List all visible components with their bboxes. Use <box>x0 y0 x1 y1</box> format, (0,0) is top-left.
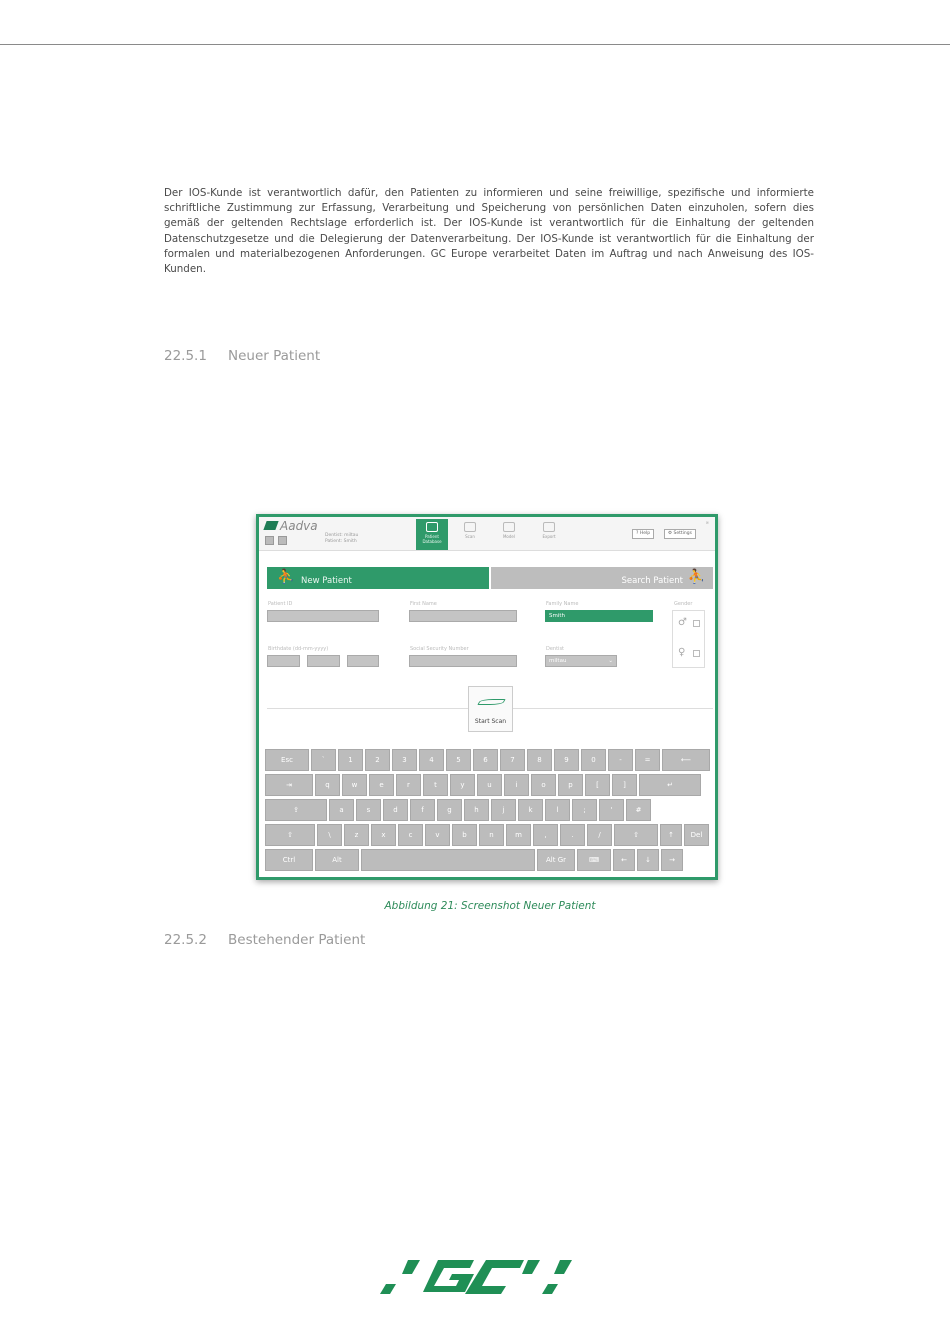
key[interactable]: o <box>531 774 556 796</box>
patient-id-label: Patient ID <box>268 601 293 607</box>
key[interactable]: ] <box>612 774 637 796</box>
scanner-icon <box>477 699 505 705</box>
first-name-label: First Name <box>410 601 437 607</box>
context-info <box>325 533 358 545</box>
key[interactable]: ⟵ <box>662 749 710 771</box>
key[interactable]: ⇧ <box>614 824 658 846</box>
key[interactable]: = <box>635 749 660 771</box>
key[interactable]: h <box>464 799 489 821</box>
key[interactable]: ⌨ <box>577 849 611 871</box>
app-screenshot <box>256 514 718 880</box>
key[interactable]: 5 <box>446 749 471 771</box>
key[interactable]: w <box>342 774 367 796</box>
new-patient-label: New Patient <box>301 576 352 586</box>
gender-label: Gender <box>674 601 693 607</box>
key[interactable]: Esc <box>265 749 309 771</box>
key[interactable]: v <box>425 824 450 846</box>
birth-month-input[interactable] <box>307 655 340 667</box>
key[interactable]: i <box>504 774 529 796</box>
menu-icon[interactable] <box>265 536 274 545</box>
settings-button[interactable]: ⚙ Settings <box>664 529 696 539</box>
key[interactable]: 3 <box>392 749 417 771</box>
tab-scan[interactable]: Scan <box>454 519 486 550</box>
section-title: Neuer Patient <box>228 348 321 364</box>
key[interactable]: 1 <box>338 749 363 771</box>
family-name-label: Family Name <box>546 601 579 607</box>
scanner-icon <box>464 522 476 532</box>
section-heading-new-patient <box>164 348 320 364</box>
key[interactable]: / <box>587 824 612 846</box>
key[interactable]: ` <box>311 749 336 771</box>
key[interactable]: 9 <box>554 749 579 771</box>
model-icon <box>503 522 515 532</box>
app-header <box>259 517 715 551</box>
key[interactable]: \ <box>317 824 342 846</box>
key[interactable]: p <box>558 774 583 796</box>
gender-selector <box>672 610 705 668</box>
patient-label: Patient: Smith <box>325 539 357 544</box>
key[interactable]: ⇪ <box>265 799 327 821</box>
key[interactable]: c <box>398 824 423 846</box>
section-number: 22.5.1 <box>164 348 207 364</box>
key[interactable]: ⇥ <box>265 774 313 796</box>
key[interactable]: - <box>608 749 633 771</box>
key[interactable]: q <box>315 774 340 796</box>
key[interactable]: k <box>518 799 543 821</box>
key[interactable]: ← <box>613 849 635 871</box>
key[interactable]: 4 <box>419 749 444 771</box>
section-number: 22.5.2 <box>164 932 207 948</box>
key[interactable]: d <box>383 799 408 821</box>
figure-caption: Abbildung 21: Screenshot Neuer Patient <box>384 900 596 912</box>
key[interactable]: b <box>452 824 477 846</box>
key[interactable]: # <box>626 799 651 821</box>
key[interactable]: s <box>356 799 381 821</box>
logo-tick-right <box>554 1260 572 1274</box>
key[interactable]: ' <box>599 799 624 821</box>
logo-letter-c <box>465 1260 524 1294</box>
birth-day-input[interactable] <box>267 655 300 667</box>
key[interactable]: , <box>533 824 558 846</box>
key[interactable]: g <box>437 799 462 821</box>
key[interactable]: y <box>450 774 475 796</box>
patient-id-input[interactable] <box>267 610 379 622</box>
logo-tick-mid <box>522 1260 540 1274</box>
tab-model[interactable]: Model <box>493 519 525 550</box>
key[interactable]: Del <box>684 824 709 846</box>
key[interactable]: l <box>545 799 570 821</box>
key[interactable]: 7 <box>500 749 525 771</box>
key[interactable] <box>361 849 535 871</box>
tab-export[interactable]: Export <box>533 519 565 550</box>
key[interactable]: 0 <box>581 749 606 771</box>
ssn-label: Social Security Number <box>410 646 469 652</box>
dentist-field-label: Dentist <box>546 646 565 652</box>
key[interactable]: j <box>491 799 516 821</box>
ssn-input[interactable] <box>409 655 517 667</box>
top-rule <box>0 44 950 45</box>
key[interactable]: ↵ <box>639 774 701 796</box>
key[interactable]: 8 <box>527 749 552 771</box>
birth-year-input[interactable] <box>347 655 379 667</box>
key[interactable]: ⇧ <box>265 824 315 846</box>
list-icon[interactable] <box>278 536 287 545</box>
key[interactable]: z <box>344 824 369 846</box>
key[interactable]: 6 <box>473 749 498 771</box>
logo-tick-left <box>402 1260 420 1274</box>
key[interactable]: t <box>423 774 448 796</box>
tab-patient-database[interactable]: Patient Database <box>416 519 448 550</box>
wifi-icon: ≋ <box>705 520 709 525</box>
key[interactable]: e <box>369 774 394 796</box>
new-patient-button[interactable] <box>267 567 489 589</box>
export-icon <box>543 522 555 532</box>
section-title: Bestehender Patient <box>228 932 366 948</box>
on-screen-keyboard <box>265 749 715 879</box>
help-button[interactable]: ? Help <box>632 529 654 539</box>
female-icon: ♀ <box>678 647 686 658</box>
section-heading-existing-patient <box>164 932 365 948</box>
logo-letter-g <box>423 1260 474 1292</box>
search-patient-label: Search Patient <box>621 576 683 586</box>
key[interactable]: ; <box>572 799 597 821</box>
key[interactable]: . <box>560 824 585 846</box>
logo-mark-icon <box>263 521 278 530</box>
key[interactable]: Ctrl <box>265 849 313 871</box>
database-icon <box>426 522 438 532</box>
male-checkbox[interactable] <box>693 620 700 627</box>
key[interactable]: ↓ <box>637 849 659 871</box>
key[interactable]: m <box>506 824 531 846</box>
key[interactable]: f <box>410 799 435 821</box>
start-scan-label: Start Scan <box>474 718 507 725</box>
key[interactable]: ↑ <box>660 824 682 846</box>
key[interactable]: x <box>371 824 396 846</box>
key[interactable]: Alt <box>315 849 359 871</box>
key[interactable]: 2 <box>365 749 390 771</box>
male-icon: ♂ <box>678 617 687 628</box>
search-person-icon: ⛹ <box>687 569 705 585</box>
birthdate-label: Birthdate (dd-mm-yyyy) <box>268 646 329 652</box>
search-patient-button[interactable] <box>491 567 713 589</box>
dentist-label: Dentist: miltau <box>325 533 359 538</box>
key[interactable]: → <box>661 849 683 871</box>
key[interactable]: r <box>396 774 421 796</box>
add-person-icon: ⛹ <box>277 569 295 585</box>
key[interactable]: n <box>479 824 504 846</box>
body-paragraph: Der IOS-Kunde ist verantwortlich dafür, den Patienten zu informieren und seine freiwillige, spezifische und informierte schriftliche Zustimmung zur Erfassung, Verarbeitung und Speicherung von persönlichen Daten einzuholen, sofern dies gemäß der geltenden Rechtslage erforderlich ist. Der IOS-Kunde ist verantwortlich für die Einhaltung der geltenden Datenschutzgesetze und die Delegierung der Datenverarbeitung. Der IOS-Kunde ist verantwortlich für die Einhaltung der formalen und materialbezogenen Anforderungen. GC Europe verarbeitet Daten im Auftrag und nach Anweisung des IOS-Kunden. <box>164 187 814 276</box>
chevron-down-icon: ⌄ <box>608 658 613 664</box>
key[interactable]: a <box>329 799 354 821</box>
app-logo: Aadva <box>265 519 318 533</box>
key[interactable]: u <box>477 774 502 796</box>
female-checkbox[interactable] <box>693 650 700 657</box>
start-scan-button[interactable] <box>468 686 513 732</box>
key[interactable]: [ <box>585 774 610 796</box>
family-name-input[interactable]: Smith <box>545 610 653 622</box>
gc-logo <box>378 1256 578 1298</box>
logo-dot-left <box>380 1284 396 1294</box>
dentist-select[interactable]: miltau ⌄ <box>545 655 617 667</box>
logo-dot-right <box>542 1284 558 1294</box>
key[interactable]: Alt Gr <box>537 849 575 871</box>
first-name-input[interactable] <box>409 610 517 622</box>
